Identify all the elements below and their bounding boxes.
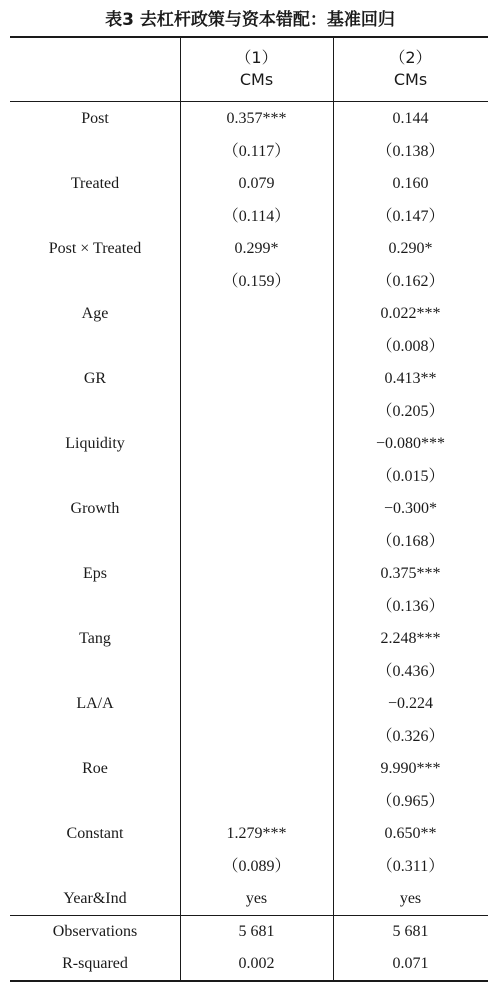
row-label xyxy=(10,266,180,298)
column-1-value xyxy=(180,623,333,655)
table-row xyxy=(10,363,488,395)
column-1-value: 5 681 xyxy=(238,923,275,940)
table-row xyxy=(10,266,488,298)
row-label: GR xyxy=(83,370,107,387)
table-title: 表3 去杠杆政策与资本错配：基准回归 xyxy=(105,10,395,30)
column-1-value xyxy=(180,331,333,363)
table-row xyxy=(10,623,488,655)
column-1-number: （1） xyxy=(235,48,278,67)
row-label: Liquidity xyxy=(65,435,125,452)
table-row xyxy=(10,818,488,850)
column-1-value: 0.357*** xyxy=(226,110,287,127)
row-label xyxy=(10,851,180,883)
column-2-value: −0.080*** xyxy=(375,435,446,452)
table-row xyxy=(10,558,488,590)
column-1-value xyxy=(180,428,333,460)
column-1-value xyxy=(180,363,333,395)
column-2-value: 9.990*** xyxy=(380,760,441,777)
statistics-row xyxy=(10,916,488,948)
table-row xyxy=(10,883,488,915)
column-2-value: （0.136） xyxy=(376,597,445,615)
column-1-value xyxy=(180,656,333,688)
column-1-value: 1.279*** xyxy=(226,825,287,842)
column-1-value xyxy=(180,526,333,558)
table-row xyxy=(10,201,488,233)
table-row xyxy=(10,233,488,265)
row-label: Post xyxy=(81,110,109,127)
table-row xyxy=(10,851,488,883)
column-1-value: （0.159） xyxy=(222,272,291,290)
column-2-value: （0.965） xyxy=(376,792,445,810)
column-2-value: −0.224 xyxy=(387,695,434,712)
column-2-value: 0.413** xyxy=(384,370,437,387)
column-2-value: 0.650** xyxy=(384,825,437,842)
column-2-value: （0.015） xyxy=(376,467,445,485)
column-2-value: 0.375*** xyxy=(380,565,441,582)
row-label xyxy=(10,201,180,233)
column-1-value xyxy=(180,298,333,330)
column-1-value xyxy=(180,493,333,525)
row-label xyxy=(10,331,180,363)
column-2-value: （0.436） xyxy=(376,662,445,680)
column-2-value: （0.138） xyxy=(376,142,445,160)
table-row xyxy=(10,428,488,460)
row-label: Constant xyxy=(66,825,124,842)
column-1-value xyxy=(180,688,333,720)
column-2-value: 0.160 xyxy=(392,175,429,192)
row-label xyxy=(10,136,180,168)
table-row xyxy=(10,136,488,168)
table-row xyxy=(10,103,488,135)
row-label: Observations xyxy=(52,923,138,940)
column-2-value: yes xyxy=(399,890,422,907)
column-2-value: 0.022*** xyxy=(380,305,441,322)
table-row xyxy=(10,526,488,558)
table-row xyxy=(10,591,488,623)
table-row xyxy=(10,753,488,785)
column-2-label: CMs xyxy=(393,70,428,89)
row-label: R-squared xyxy=(62,955,128,972)
column-1-value: 0.299* xyxy=(234,240,279,257)
top-rule xyxy=(10,36,488,38)
row-label: Year&Ind xyxy=(63,890,127,907)
column-1-value xyxy=(180,591,333,623)
column-2-value: （0.162） xyxy=(376,272,445,290)
column-1-value xyxy=(180,721,333,753)
row-label: Treated xyxy=(70,175,120,192)
column-2-value: 2.248*** xyxy=(380,630,441,647)
row-label: Tang xyxy=(79,630,111,647)
column-1-value xyxy=(180,396,333,428)
table-row xyxy=(10,721,488,753)
statistics-row xyxy=(10,948,488,980)
row-label xyxy=(10,526,180,558)
column-1-value xyxy=(180,786,333,818)
table-row xyxy=(10,331,488,363)
bottom-rule xyxy=(10,980,488,982)
column-2-value: 5 681 xyxy=(392,923,429,940)
column-1-value xyxy=(180,753,333,785)
header-rule xyxy=(10,101,488,102)
row-label xyxy=(10,786,180,818)
row-label: Age xyxy=(81,305,109,322)
table-row xyxy=(10,493,488,525)
column-1-value xyxy=(180,558,333,590)
table-row xyxy=(10,656,488,688)
column-1-label: CMs xyxy=(239,70,274,89)
column-1-value: 0.079 xyxy=(238,175,275,192)
column-1-value xyxy=(180,461,333,493)
column-2-value: 0.144 xyxy=(392,110,429,127)
table-row xyxy=(10,786,488,818)
row-label: Post × Treated xyxy=(48,240,142,257)
row-label: Roe xyxy=(82,760,108,777)
column-1-value: （0.114） xyxy=(222,207,291,225)
row-label xyxy=(10,461,180,493)
column-2-value: （0.311） xyxy=(376,857,445,875)
row-label: Eps xyxy=(83,565,107,582)
column-2-value: （0.326） xyxy=(376,727,445,745)
column-2-value: 0.071 xyxy=(392,955,429,972)
column-2-value: （0.205） xyxy=(376,402,445,420)
column-2-value: 0.290* xyxy=(388,240,433,257)
column-1-value: （0.089） xyxy=(222,857,291,875)
column-1-value: （0.117） xyxy=(222,142,291,160)
row-label xyxy=(10,721,180,753)
column-1-value: yes xyxy=(245,890,268,907)
table-row xyxy=(10,168,488,200)
column-2-value: （0.008） xyxy=(376,337,445,355)
table-row xyxy=(10,461,488,493)
row-label: Growth xyxy=(70,500,120,517)
column-2-value: （0.147） xyxy=(376,207,445,225)
table-row xyxy=(10,688,488,720)
table-row xyxy=(10,396,488,428)
row-label: LA/A xyxy=(76,695,114,712)
column-1-value: 0.002 xyxy=(238,955,275,972)
row-label xyxy=(10,396,180,428)
column-2-value: （0.168） xyxy=(376,532,445,550)
row-label xyxy=(10,591,180,623)
column-2-number: （2） xyxy=(389,48,432,67)
row-label xyxy=(10,656,180,688)
column-2-value: −0.300* xyxy=(383,500,438,517)
table-row xyxy=(10,298,488,330)
